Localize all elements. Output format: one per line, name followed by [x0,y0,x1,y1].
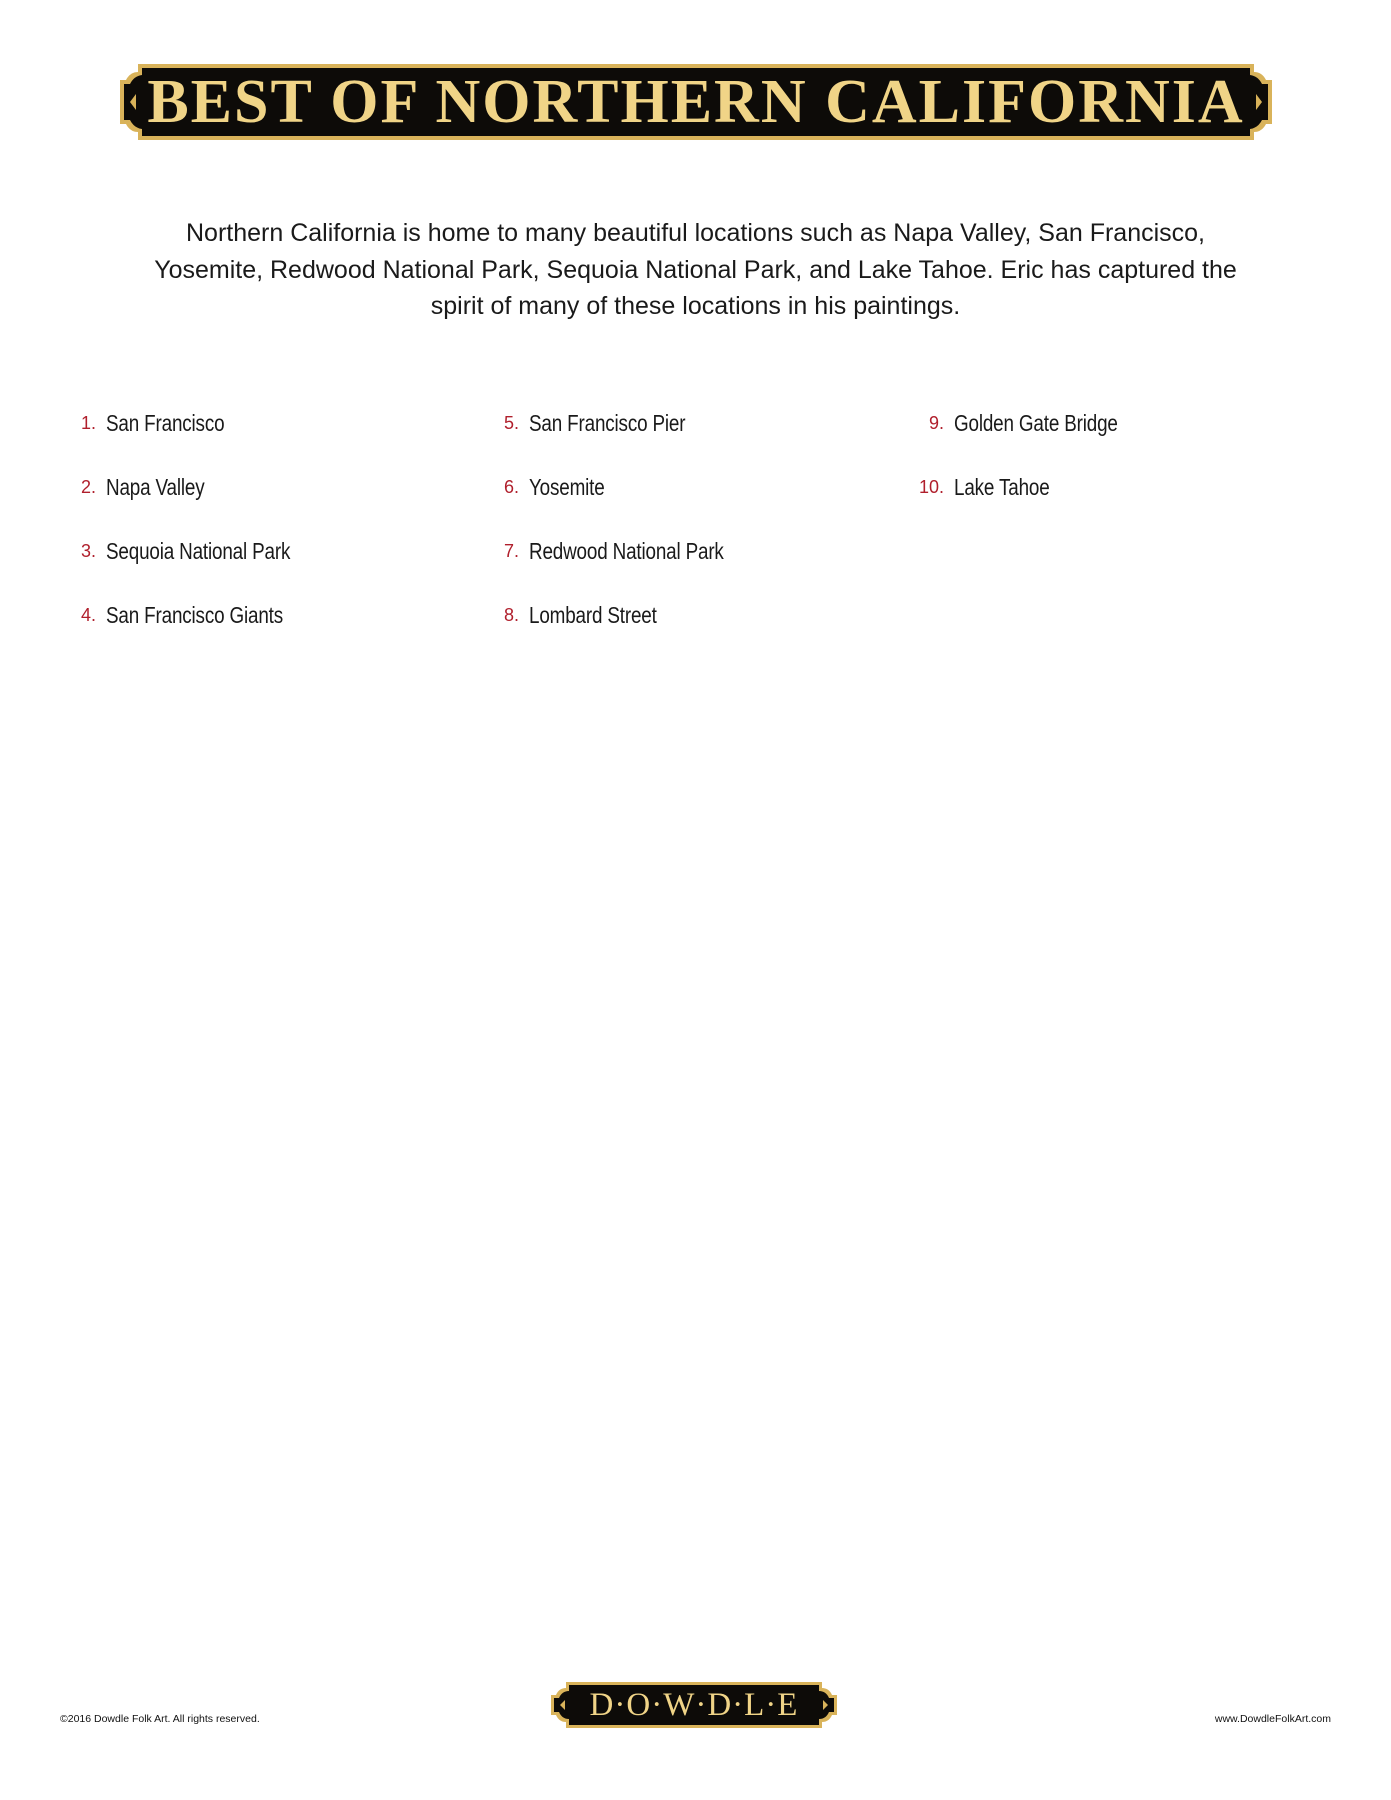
list-item-label: Yosemite [529,473,605,500]
list-item-number: 6. [503,476,519,497]
copyright-text: ©2016 Dowdle Folk Art. All rights reserved. [60,1713,260,1725]
list-item-number: 7. [503,540,519,561]
list-item-number: 10. [918,476,944,497]
intro-paragraph: Northern California is home to many beautiful locations such as Napa Valley, San Francisco, Yosemite, Redwood National Park, Sequoia National Park, and Lake Tahoe. Eric has captured the spirit of many of these locations in his paintings. [154,219,1237,320]
list-item-label: San Francisco [106,409,225,436]
list-item-label: San Francisco Pier [529,409,686,436]
list-item-label: Redwood National Park [529,537,724,564]
dowdle-logo [548,1679,840,1731]
list-item [483,531,766,571]
list-item [60,403,250,443]
logo-text: D·O·W·D·L·E [589,1686,799,1723]
list-item [908,467,1071,507]
list-item-number: 4. [80,604,96,625]
list-item [483,467,621,507]
list-item-label: Lombard Street [529,601,657,628]
list-item-label: Lake Tahoe [954,473,1050,500]
list-item [60,595,322,635]
list-item-label: San Francisco Giants [106,601,284,628]
locations-list [0,403,1391,663]
list-item [483,595,685,635]
list-item [60,467,226,507]
list-item-label: Golden Gate Bridge [954,409,1118,436]
list-item-number: 8. [503,604,519,625]
title-banner [116,60,1276,144]
list-item-number: 3. [80,540,96,561]
list-item-number: 5. [503,412,519,433]
list-item-number: 9. [928,412,944,433]
list-item [483,403,720,443]
list-item [908,403,1154,443]
list-item-number: 1. [80,412,96,433]
list-item-label: Sequoia National Park [106,537,291,564]
list-item-label: Napa Valley [106,473,205,500]
list-item [60,531,331,571]
website-link[interactable]: www.DowdleFolkArt.com [1214,1713,1331,1725]
page-title: BEST OF NORTHERN CALIFORNIA [147,67,1245,136]
list-item-number: 2. [80,476,96,497]
